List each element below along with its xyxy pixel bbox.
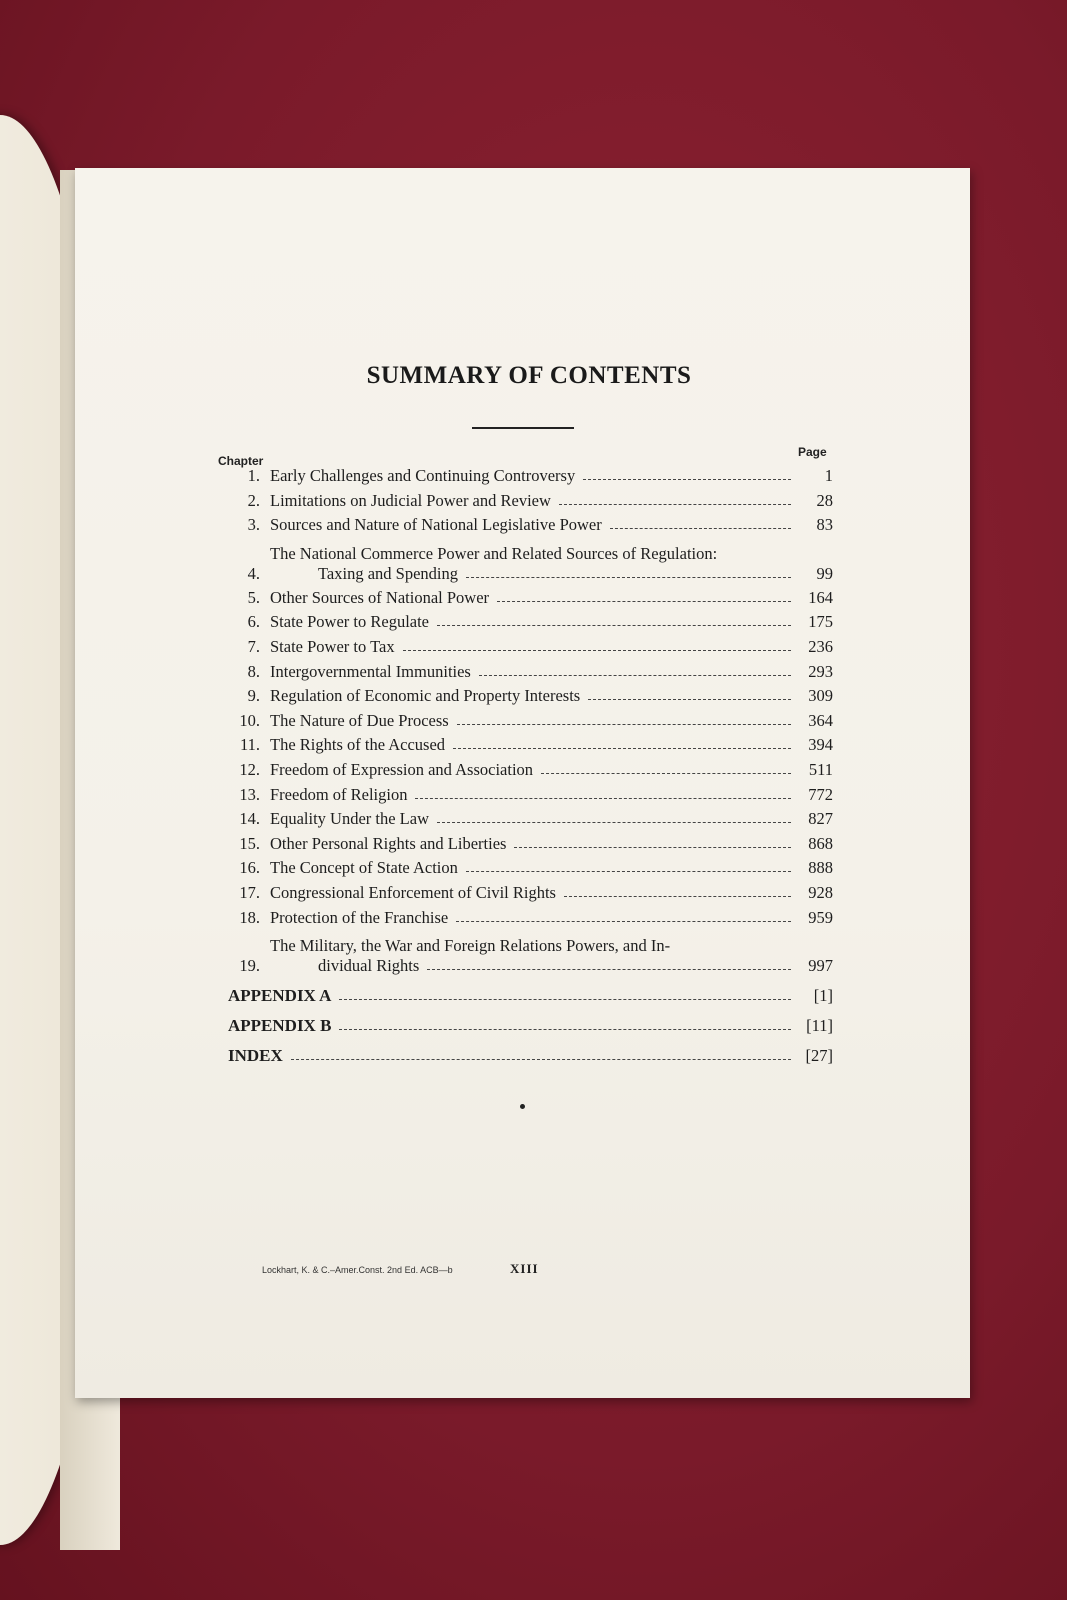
dot-leader xyxy=(427,968,791,970)
chapter-page: 28 xyxy=(816,490,833,510)
chapter-title: Congressional Enforcement of Civil Rights xyxy=(270,883,556,902)
appendix-row xyxy=(218,1012,833,1036)
toc-row xyxy=(218,830,833,854)
chapter-page: 164 xyxy=(808,587,833,607)
appendix-row xyxy=(218,1042,833,1066)
toc-row xyxy=(218,511,833,535)
chapter-title: Freedom of Religion xyxy=(270,784,408,804)
chapter-page: 928 xyxy=(808,883,833,902)
chapter-title: Early Challenges and Continuing Controversy xyxy=(270,466,576,485)
chapter-number: 6. xyxy=(247,612,260,632)
toc-row xyxy=(218,756,833,780)
dot-leader xyxy=(453,747,791,749)
chapter-page: 827 xyxy=(808,809,833,829)
toc-row xyxy=(218,584,833,608)
chapter-page: 83 xyxy=(816,515,833,535)
chapter-page: 959 xyxy=(808,907,833,927)
chapter-column-header: Chapter xyxy=(218,454,264,468)
appendix-page: [1] xyxy=(813,986,833,1006)
chapter-title-line2: Taxing and Spending xyxy=(318,563,458,583)
dot-leader xyxy=(564,895,791,897)
chapter-title: The Rights of the Accused xyxy=(270,735,446,755)
chapter-page: 293 xyxy=(808,661,833,681)
appendix-page: [27] xyxy=(805,1046,833,1066)
appendix-page: [11] xyxy=(806,1016,833,1036)
chapter-page: 394 xyxy=(808,735,833,755)
chapter-number: 5. xyxy=(247,587,260,607)
bullet-mark xyxy=(520,1104,525,1109)
chapter-title: Other Sources of National Power xyxy=(270,587,490,607)
toc-row xyxy=(218,731,833,755)
chapter-page: 997 xyxy=(808,956,833,976)
chapter-number: 7. xyxy=(247,637,260,656)
chapter-page: 772 xyxy=(808,784,833,804)
chapter-page: 364 xyxy=(808,710,833,730)
chapter-title: State Power to Tax xyxy=(270,637,395,656)
chapter-page: 99 xyxy=(816,563,833,583)
chapter-number: 9. xyxy=(247,686,260,706)
dot-leader xyxy=(456,920,791,922)
toc-row xyxy=(218,781,833,805)
appendix-title: APPENDIX B xyxy=(228,1016,332,1036)
appendix-row xyxy=(218,982,833,1006)
chapter-page: 511 xyxy=(808,760,833,779)
chapter-title: The Nature of Due Process xyxy=(270,710,449,730)
dot-leader xyxy=(466,576,791,578)
chapter-number: 1. xyxy=(247,466,260,485)
chapter-title: The Military, the War and Foreign Relations Powers, and In- xyxy=(270,936,671,956)
chapter-page: 236 xyxy=(808,637,833,656)
page-title: SUMMARY OF CONTENTS xyxy=(366,362,692,389)
toc-row xyxy=(218,904,833,928)
chapter-page: 868 xyxy=(808,833,833,853)
chapter-number: 15. xyxy=(239,833,260,853)
dot-leader xyxy=(541,772,791,774)
appendix-title: APPENDIX A xyxy=(228,986,332,1006)
dot-leader xyxy=(291,1058,791,1060)
chapter-title: Limitations on Judicial Power and Review xyxy=(270,490,551,510)
chapter-number: 19. xyxy=(239,956,260,976)
footer-credit: Lockhart, K. & C.–Amer.Const. 2nd Ed. ACB—b xyxy=(262,1265,453,1275)
chapter-title-continued xyxy=(270,956,797,976)
dot-leader xyxy=(403,649,791,651)
chapter-title: Sources and Nature of National Legislative Power xyxy=(270,515,602,535)
chapter-title-line2: dividual Rights xyxy=(318,956,420,976)
toc-row xyxy=(218,879,833,903)
chapter-title-continued xyxy=(270,564,797,584)
appendix-title: INDEX xyxy=(228,1046,283,1066)
toc-row xyxy=(218,633,833,657)
page-folio: XIII xyxy=(510,1261,539,1276)
chapter-title: Protection of the Franchise xyxy=(270,907,449,927)
chapter-title-block xyxy=(270,936,797,976)
chapter-number: 11. xyxy=(239,735,260,755)
toc-row xyxy=(218,462,833,486)
chapter-number: 12. xyxy=(239,760,260,779)
toc-row xyxy=(218,658,833,682)
chapter-number: 10. xyxy=(239,710,260,730)
chapter-title-block xyxy=(270,544,797,584)
dot-leader xyxy=(588,698,791,700)
chapter-number: 17. xyxy=(239,883,260,902)
dot-leader xyxy=(514,846,791,848)
page-column-header: Page xyxy=(798,445,827,459)
chapter-title: Intergovernmental Immunities xyxy=(270,661,471,681)
dot-leader xyxy=(559,503,791,505)
dot-leader xyxy=(339,1028,791,1030)
chapter-number: 8. xyxy=(247,661,260,681)
chapter-page: 888 xyxy=(808,858,833,878)
toc-row xyxy=(218,707,833,731)
dot-leader xyxy=(497,600,791,602)
title-rule xyxy=(472,427,574,429)
chapter-page: 309 xyxy=(808,686,833,706)
chapter-number: 4. xyxy=(247,563,260,583)
dot-leader xyxy=(466,870,791,872)
chapter-title: State Power to Regulate xyxy=(270,612,430,632)
toc-row xyxy=(218,536,833,584)
chapter-number: 16. xyxy=(239,858,260,878)
dot-leader xyxy=(339,998,791,1000)
dot-leader xyxy=(437,624,791,626)
chapter-number: 13. xyxy=(239,784,260,804)
toc-row xyxy=(218,928,833,976)
dot-leader xyxy=(479,674,791,676)
chapter-number: 3. xyxy=(247,515,260,535)
chapter-number: 18. xyxy=(239,907,260,927)
chapter-number: 14. xyxy=(239,809,260,829)
chapter-title: Other Personal Rights and Liberties xyxy=(270,833,507,853)
chapter-title: Freedom of Expression and Association xyxy=(270,760,534,779)
dot-leader xyxy=(457,723,791,725)
toc-row xyxy=(218,805,833,829)
chapter-page: 1 xyxy=(824,466,833,485)
chapter-page: 175 xyxy=(808,612,833,632)
chapter-number: 2. xyxy=(247,490,260,510)
dot-leader xyxy=(437,821,791,823)
dot-leader xyxy=(583,478,791,480)
chapter-title: Equality Under the Law xyxy=(270,809,429,829)
toc-row xyxy=(218,608,833,632)
chapter-title: The National Commerce Power and Related Sources of Regulation: xyxy=(270,543,718,563)
chapter-title: Regulation of Economic and Property Interests xyxy=(270,686,581,706)
dot-leader xyxy=(415,797,791,799)
dot-leader xyxy=(610,527,791,529)
toc-row xyxy=(218,487,833,511)
toc-row xyxy=(218,854,833,878)
toc-row xyxy=(218,682,833,706)
chapter-title: The Concept of State Action xyxy=(270,858,458,878)
